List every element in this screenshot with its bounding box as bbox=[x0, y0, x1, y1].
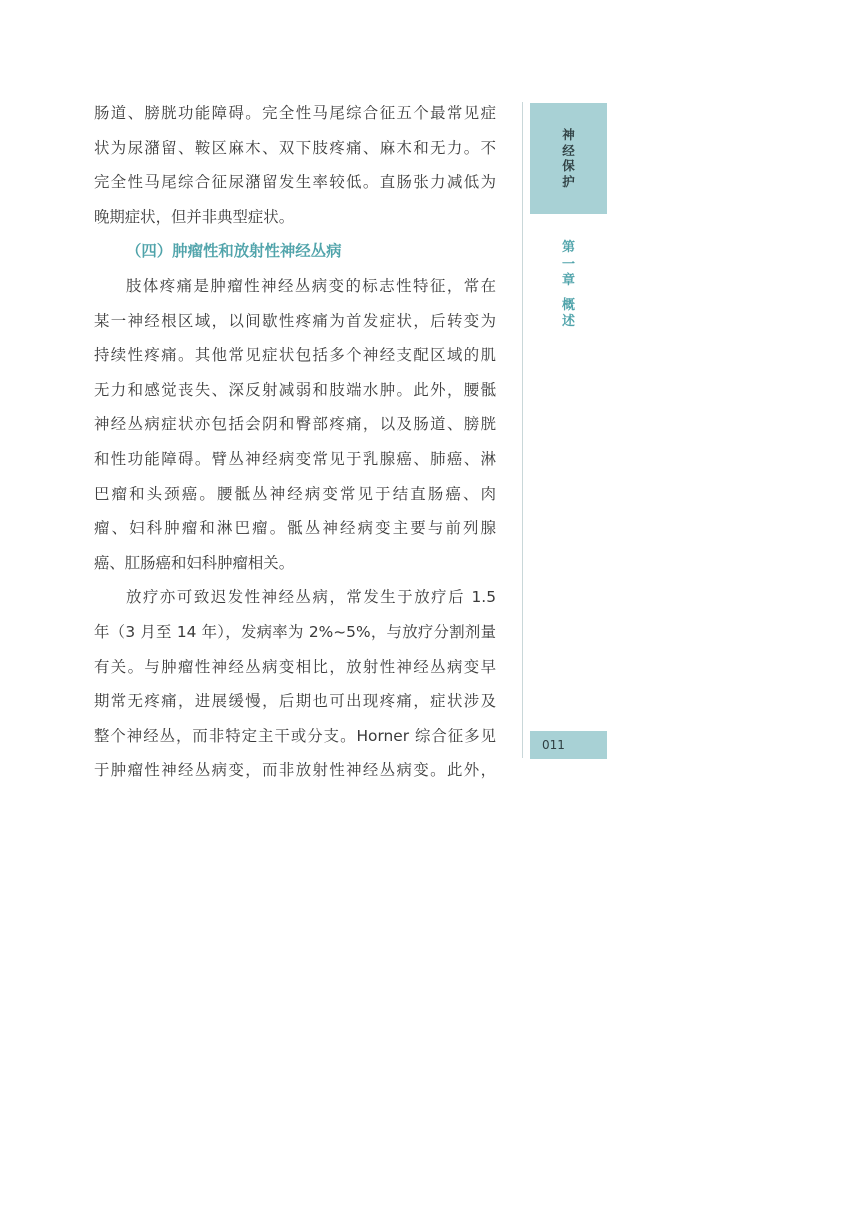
chapter-char: 章 bbox=[561, 273, 575, 288]
book-title-char: 保 bbox=[562, 158, 575, 173]
book-title bbox=[530, 127, 607, 189]
text-line: 肠道、膀胱功能障碍。完全性马尾综合征五个最常见症 bbox=[94, 104, 496, 122]
text-line: 肢体疼痛是肿瘤性神经丛病变的标志性特征，常在 bbox=[126, 276, 496, 295]
chapter-label bbox=[530, 240, 607, 331]
book-title-char: 护 bbox=[562, 173, 575, 189]
text-line: 有关。与肿瘤性神经丛病变相比，放射性神经丛病变早 bbox=[94, 657, 496, 676]
book-title-char: 经 bbox=[562, 142, 575, 158]
text-line: 期常无疼痛，进展缓慢，后期也可出现疼痛，症状涉及 bbox=[94, 692, 496, 711]
section-char: 概 bbox=[561, 297, 575, 313]
text-line: 晚期症状，但并非典型症状。 bbox=[94, 207, 295, 226]
text-line: 状为尿潴留、鞍区麻木、双下肢疼痛、麻木和无力。不 bbox=[94, 138, 496, 157]
text-line: 神经丛病症状亦包括会阴和臀部疼痛，以及肠道、膀胱 bbox=[94, 415, 496, 434]
text-line: 无力和感觉丧失、深反射减弱和肢端水肿。此外，腰骶 bbox=[94, 380, 496, 399]
text-line: 瘤、妇科肿瘤和淋巴瘤。骶丛神经病变主要与前列腺 bbox=[94, 519, 496, 538]
book-title-tab bbox=[530, 103, 607, 214]
text-line: 整个神经丛，而非特定主干或分支。Horner 综合征多见 bbox=[94, 726, 496, 745]
text-line: 年（3 月至 14 年），发病率为 2%~5%，与放疗分割剂量 bbox=[94, 622, 496, 641]
section-heading: （四）肿瘤性和放射性神经丛病 bbox=[126, 242, 342, 261]
text-line: 癌、肛肠癌和妇科肿瘤相关。 bbox=[94, 553, 295, 572]
margin-divider bbox=[522, 102, 523, 758]
text-line: 和性功能障碍。臂丛神经病变常见于乳腺癌、肺癌、淋 bbox=[94, 449, 496, 468]
page-number: 011 bbox=[542, 738, 565, 752]
book-title-char: 神 bbox=[562, 127, 575, 142]
text-line: 于肿瘤性神经丛病变，而非放射性神经丛病变。此外， bbox=[94, 761, 496, 780]
chapter-char: 第 bbox=[561, 240, 575, 255]
section-char: 述 bbox=[561, 314, 575, 329]
text-line: 持续性疼痛。其他常见症状包括多个神经支配区域的肌 bbox=[94, 346, 496, 365]
text-line: 完全性马尾综合征尿潴留发生率较低。直肠张力减低为 bbox=[94, 173, 496, 192]
text-line: 巴瘤和头颈癌。腰骶丛神经病变常见于结直肠癌、肉 bbox=[94, 484, 496, 503]
chapter-char: 一 bbox=[561, 256, 575, 272]
page-number-tab bbox=[530, 731, 607, 759]
body-text bbox=[94, 96, 496, 788]
text-line: 放疗亦可致迟发性神经丛病，常发生于放疗后 1.5 bbox=[126, 588, 496, 607]
text-line: 某一神经根区域，以间歇性疼痛为首发症状，后转变为 bbox=[94, 311, 496, 330]
